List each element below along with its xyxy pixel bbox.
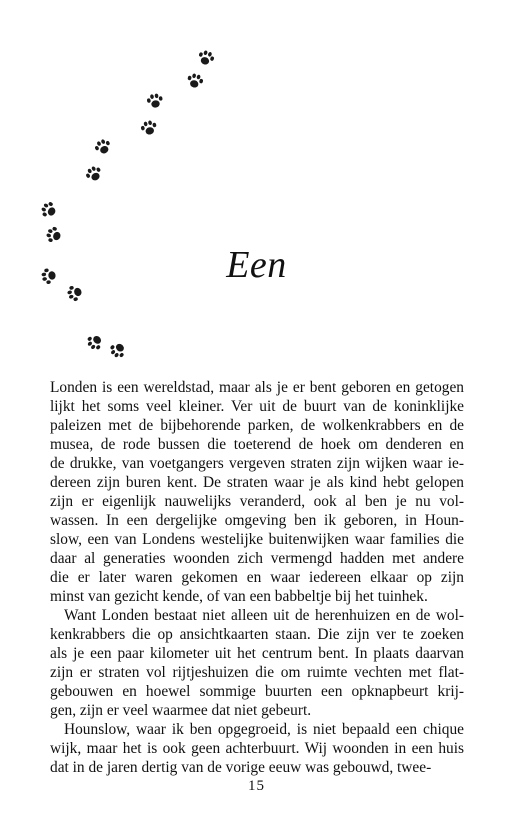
text-line: gen, zijn er veel waarmee dat niet gebeurt. [50, 702, 312, 719]
text-line: minst van gezicht kende, of van een babbeltje bij het tuinhek. [50, 588, 428, 605]
chapter-title: Een [226, 244, 287, 286]
text-line: lijkt het soms veel kleiner. Ver uit de buurt van de koninklijke [50, 398, 464, 415]
paw-print-icon [83, 330, 107, 354]
text-line: Londen is een wereldstad, maar als je er bent geboren en getogen [50, 379, 464, 396]
text-line: wassen. In een dergelijke omgeving ben ik geboren, in Houn- [50, 512, 464, 529]
text-line: kenkrabbers die op ansichtkaarten staan. Die zijn ver te zoeken [50, 626, 464, 643]
paragraph [50, 378, 464, 606]
text-line: zijn er eigenlijk nauwelijks veranderd, ook al ben je nu vol- [50, 493, 464, 510]
paw-print-icon [38, 198, 61, 222]
text-line: paleizen met de bijbehorende parken, de wolkenkrabbers en de [50, 417, 464, 434]
paw-print-icon [91, 136, 114, 158]
text-line: die er later waren gekomen en waar iedereen elkaar op zijn [50, 569, 464, 586]
paw-print-icon [145, 92, 166, 111]
text-line: daar al generaties woonden zich vermengd hadden met andere [50, 550, 464, 567]
paw-print-icon [195, 47, 217, 68]
text-line: zijn er straten vol rijtjeshuizen die om ruimte vechten met flat- [50, 664, 464, 681]
paw-print-icon [106, 338, 130, 362]
text-line: dat in de jaren dertig van de vorige eeuw was gebouwd, twee- [50, 759, 432, 776]
text-line: de drukke, van voetgangers vergeven straten zijn wijken waar ie- [50, 455, 464, 472]
text-line: dereen zijn buren kent. De straten waar je als kind hebt gelopen [50, 474, 464, 491]
paw-print-icon [138, 118, 160, 138]
paw-print-icon [82, 163, 106, 186]
text-line: wijk, maar het is ook geen achterbuurt. Wij woonden in een huis [50, 740, 464, 757]
paw-print-icon [43, 224, 64, 246]
text-line: Want Londen bestaat niet alleen uit de herenhuizen en de wol- [64, 607, 464, 624]
page-number: 15 [248, 778, 265, 794]
paragraph [50, 720, 464, 777]
text-line: Hounslow, waar ik ben opgegroeid, is niet bepaald een chique [64, 721, 464, 738]
chapter-body-text [50, 378, 464, 777]
paragraph [50, 606, 464, 720]
text-line: gebouwen en hoewel sommige buurten een opknapbeurt krij- [50, 683, 464, 700]
paw-print-icon [64, 282, 85, 304]
text-line: musea, de rode bussen die toeterend de hoek om denderen en [50, 436, 464, 453]
paw-print-icon [184, 71, 206, 91]
text-line: slow, een van Londens westelijke buitenwijken waar families die [50, 531, 464, 548]
text-line: als je een paar kilometer uit het centrum bent. In plaats daarvan [50, 645, 464, 662]
